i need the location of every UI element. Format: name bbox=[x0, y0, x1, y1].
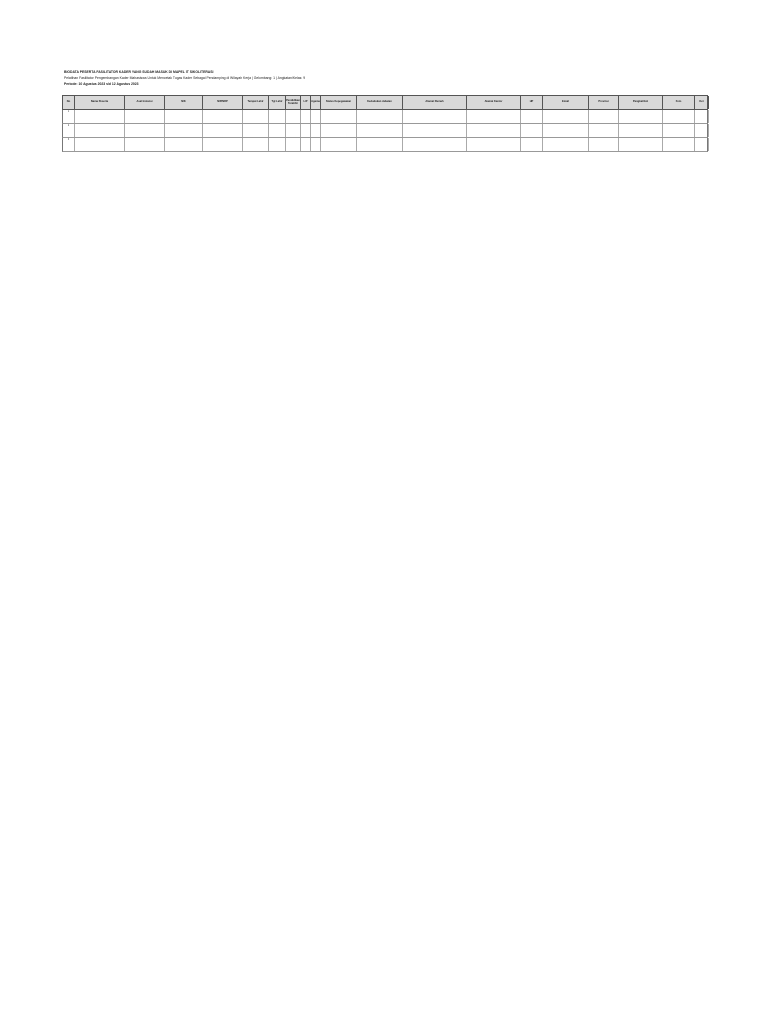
column-header[interactable]: No bbox=[63, 96, 75, 109]
column-header[interactable]: Provinsi bbox=[589, 96, 619, 109]
cell-agama[interactable] bbox=[311, 124, 321, 137]
cell-agama[interactable] bbox=[311, 138, 321, 151]
column-header[interactable]: Ket bbox=[695, 96, 709, 109]
cell-pangkat-gol[interactable] bbox=[619, 138, 663, 151]
cell-kedudukan-jabatan[interactable] bbox=[357, 124, 403, 137]
cell-kedudukan-jabatan[interactable] bbox=[357, 138, 403, 151]
table-row[interactable] bbox=[62, 138, 708, 152]
column-header[interactable]: Status Kepegawaian bbox=[321, 96, 357, 109]
cell-tempat-lahir[interactable] bbox=[243, 124, 269, 137]
cell-nip-nrp[interactable] bbox=[203, 138, 243, 151]
cell-alamat-rumah[interactable] bbox=[403, 110, 467, 123]
cell-tgl-lahir[interactable] bbox=[269, 124, 286, 137]
cell-nama-peserta[interactable] bbox=[75, 110, 125, 123]
cell-nama-peserta[interactable] bbox=[75, 124, 125, 137]
column-header[interactable]: NIP/NRP bbox=[203, 96, 243, 109]
cell-alamat-rumah[interactable] bbox=[403, 124, 467, 137]
cell-ket[interactable] bbox=[695, 138, 709, 151]
cell-no[interactable]: 3 bbox=[63, 138, 75, 151]
column-header[interactable]: Kedudukan Jabatan bbox=[357, 96, 403, 109]
cell-nip-nrp[interactable] bbox=[203, 110, 243, 123]
column-header[interactable]: Alamat Kantor bbox=[467, 96, 521, 109]
cell-asal-instansi[interactable] bbox=[125, 138, 165, 151]
cell-l-p[interactable] bbox=[301, 110, 311, 123]
table-body bbox=[62, 110, 708, 152]
cell-asal-instansi[interactable] bbox=[125, 124, 165, 137]
cell-tgl-lahir[interactable] bbox=[269, 138, 286, 151]
cell-asal-instansi[interactable] bbox=[125, 110, 165, 123]
cell-kedudukan-jabatan[interactable] bbox=[357, 110, 403, 123]
cell-tempat-lahir[interactable] bbox=[243, 138, 269, 151]
column-header[interactable]: Asal Instansi bbox=[125, 96, 165, 109]
column-header[interactable]: Alamat Rumah bbox=[403, 96, 467, 109]
cell-pendidikan-terakhir[interactable] bbox=[286, 110, 301, 123]
column-header[interactable]: Foto bbox=[663, 96, 695, 109]
cell-nama-peserta[interactable] bbox=[75, 138, 125, 151]
cell-provinsi[interactable] bbox=[589, 138, 619, 151]
cell-agama[interactable] bbox=[311, 110, 321, 123]
cell-nik[interactable] bbox=[165, 138, 203, 151]
table-row[interactable] bbox=[62, 124, 708, 138]
cell-hp[interactable] bbox=[521, 124, 543, 137]
column-header[interactable]: L/P bbox=[301, 96, 311, 109]
table-header-row bbox=[62, 95, 708, 110]
cell-foto[interactable] bbox=[663, 138, 695, 151]
cell-alamat-kantor[interactable] bbox=[467, 124, 521, 137]
column-header[interactable]: NIK bbox=[165, 96, 203, 109]
cell-nik[interactable] bbox=[165, 110, 203, 123]
cell-email[interactable] bbox=[543, 138, 589, 151]
cell-ket[interactable] bbox=[695, 124, 709, 137]
cell-nik[interactable] bbox=[165, 124, 203, 137]
cell-hp[interactable] bbox=[521, 138, 543, 151]
cell-tempat-lahir[interactable] bbox=[243, 110, 269, 123]
column-header[interactable]: Pendidikan Terakhir bbox=[286, 96, 301, 109]
cell-tgl-lahir[interactable] bbox=[269, 110, 286, 123]
column-header[interactable]: HP bbox=[521, 96, 543, 109]
cell-no[interactable]: 2 bbox=[63, 124, 75, 137]
document-subtitle: Pelatihan Fasilitator Pengembangan Kader Mahasiswa Untuk Mencetak Tugas Kader Sebagai Pendamping di Wilayah Kerja | Gelombang: 1 | Angkatan/Kelas: 9 bbox=[64, 76, 306, 80]
table-row[interactable] bbox=[62, 110, 708, 124]
cell-status-kepegawaian[interactable] bbox=[321, 110, 357, 123]
cell-alamat-rumah[interactable] bbox=[403, 138, 467, 151]
cell-pendidikan-terakhir[interactable] bbox=[286, 124, 301, 137]
cell-ket[interactable] bbox=[695, 110, 709, 123]
cell-foto[interactable] bbox=[663, 124, 695, 137]
cell-hp[interactable] bbox=[521, 110, 543, 123]
cell-email[interactable] bbox=[543, 110, 589, 123]
cell-l-p[interactable] bbox=[301, 124, 311, 137]
document-title: BIODATA PESERTA FASILITATOR KADER YANG SUDAH MASUK DI MAPEL IT SIKOLITERASI bbox=[64, 70, 214, 74]
column-header[interactable]: Tgl Lahir bbox=[269, 96, 286, 109]
cell-foto[interactable] bbox=[663, 110, 695, 123]
cell-provinsi[interactable] bbox=[589, 110, 619, 123]
cell-provinsi[interactable] bbox=[589, 124, 619, 137]
cell-email[interactable] bbox=[543, 124, 589, 137]
column-header[interactable]: Pangkat/Gol bbox=[619, 96, 663, 109]
column-header[interactable]: Nama Peserta bbox=[75, 96, 125, 109]
cell-no[interactable]: 1 bbox=[63, 110, 75, 123]
cell-l-p[interactable] bbox=[301, 138, 311, 151]
cell-nip-nrp[interactable] bbox=[203, 124, 243, 137]
cell-pangkat-gol[interactable] bbox=[619, 110, 663, 123]
cell-alamat-kantor[interactable] bbox=[467, 110, 521, 123]
cell-alamat-kantor[interactable] bbox=[467, 138, 521, 151]
column-header[interactable]: Tempat Lahir bbox=[243, 96, 269, 109]
cell-status-kepegawaian[interactable] bbox=[321, 138, 357, 151]
column-header[interactable]: Agama bbox=[311, 96, 321, 109]
column-header[interactable]: Email bbox=[543, 96, 589, 109]
cell-status-kepegawaian[interactable] bbox=[321, 124, 357, 137]
cell-pangkat-gol[interactable] bbox=[619, 124, 663, 137]
document-period: Periode: 10 Agustus 2023 s/d 12 Agustus 2023 bbox=[64, 82, 139, 86]
cell-pendidikan-terakhir[interactable] bbox=[286, 138, 301, 151]
